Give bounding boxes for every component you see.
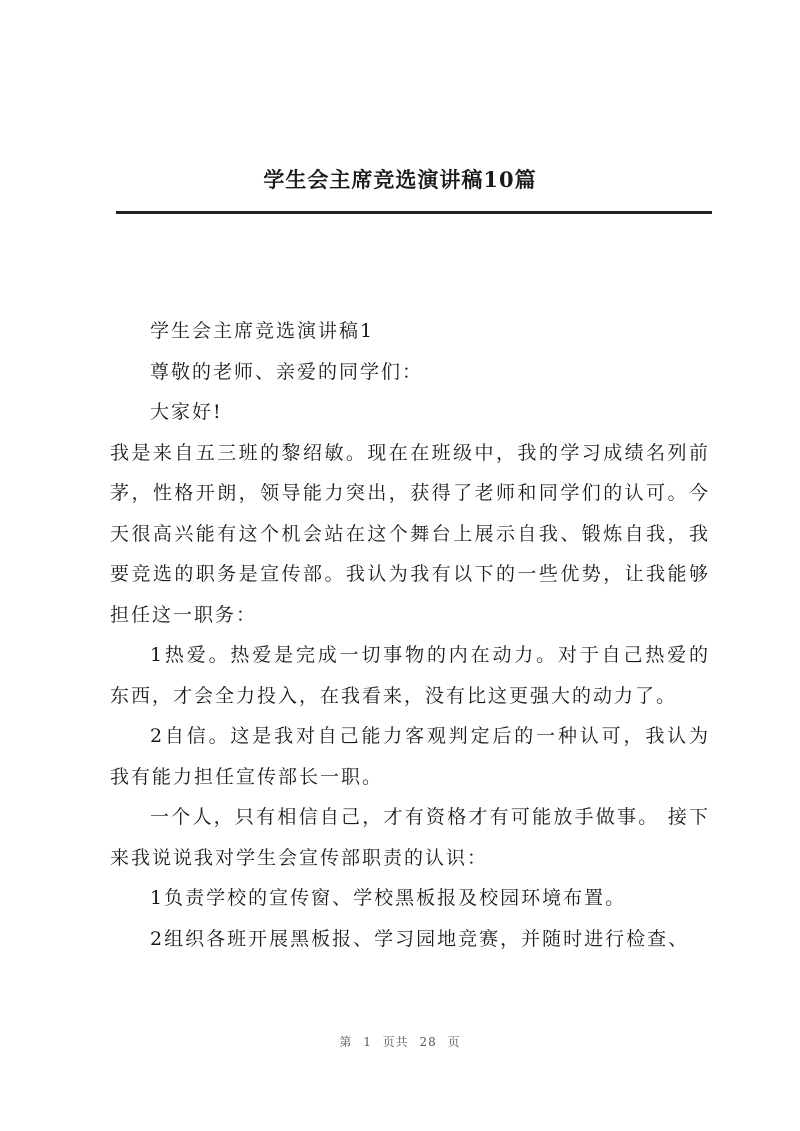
paragraph-salutation: 尊敬的老师、亲爱的同学们： <box>150 360 424 383</box>
paragraph-heading: 学生会主席竞选演讲稿1 <box>150 320 375 342</box>
document-body <box>110 311 710 959</box>
paragraph-point-confidence: 2自信。这是我对自己能力客观判定后的一种认可，我认为我有能力担任宣传部长一职。 <box>110 725 710 788</box>
title-divider <box>116 211 712 214</box>
paragraph-introduction: 我是来自五三班的黎绍敏。现在在班级中，我的学习成绩名列前茅，性格开朗，领导能力突出，获得了老师和同学们的认可。今天很高兴能有这个机会站在这个舞台上展示自我、锻炼自我，我要竞选的职务是宣传部。我认为我有以下的一些优势，让我能够担任这一职务： <box>110 441 710 626</box>
paragraph-duty-1: 1负责学校的宣传窗、学校黑板报及校园环境布置。 <box>150 887 627 909</box>
document-title: 学生会主席竞选演讲稿10篇 <box>263 167 537 192</box>
page-number-footer: 第 1 页共 28 页 <box>339 1035 461 1049</box>
paragraph-belief: 一个人，只有相信自己，才有资格才有可能放手做事。 接下来我说说我对学生会宣传部职责的认识： <box>110 806 710 869</box>
paragraph-greeting: 大家好! <box>150 401 223 423</box>
paragraph-point-passion: 1热爱。热爱是完成一切事物的内在动力。对于自己热爱的东西，才会全力投入，在我看来，没有比这更强大的动力了。 <box>110 644 710 707</box>
paragraph-duty-2: 2组织各班开展黑板报、学习园地竞赛，并随时进行检查、 <box>150 927 690 950</box>
